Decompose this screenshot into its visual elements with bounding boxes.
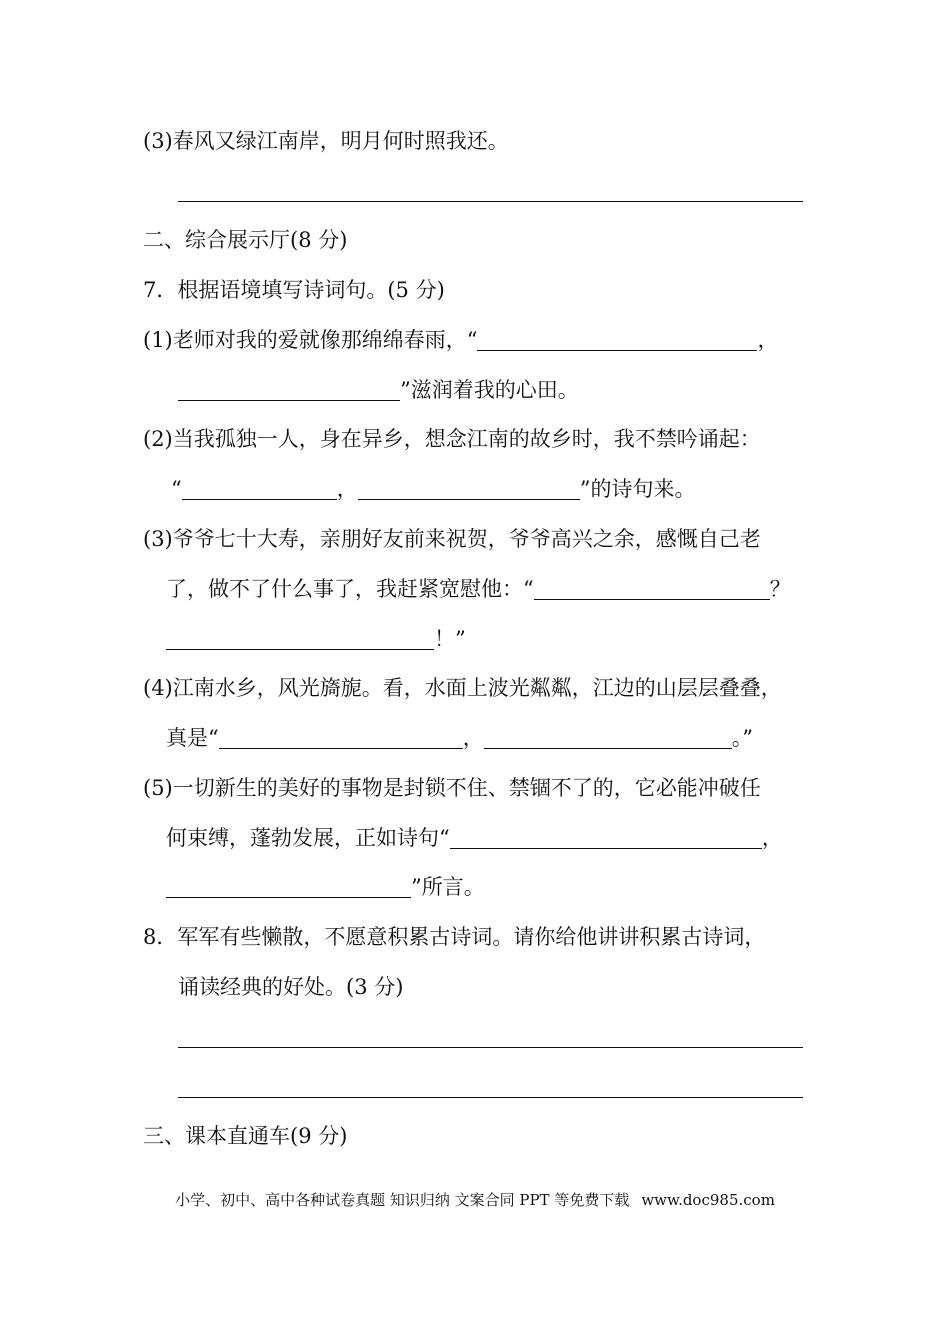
q7-item1-blank-1[interactable] (477, 326, 757, 351)
q7-item2-line1: (2)当我孤独一人，身在异乡，想念江南的故乡时，我不禁吟诵起： (143, 427, 761, 451)
q7-item5-blank-1[interactable] (450, 824, 762, 849)
q6-item3-text: (3)春风又绿江南岸，明月何时照我还。 (143, 129, 509, 153)
q7-item2-blank-2[interactable] (358, 475, 580, 500)
footer-url[interactable]: www.doc985.com (641, 1191, 775, 1209)
q7-item2-line2 (171, 469, 696, 509)
q7-item5-line1: (5)一切新生的美好的事物是封锁不住、禁锢不了的，它必能冲破任 (143, 776, 761, 800)
q7-item1-blank-2[interactable] (178, 376, 400, 401)
page-footer (0, 1188, 950, 1212)
q8-line1: 8．军军有些懒散，不愿意积累古诗词。请你给他讲讲积累古诗词， (143, 925, 766, 949)
q7-item2-open-quote: “ (171, 477, 182, 501)
q8-line2: 诵读经典的好处。(3 分) (178, 975, 404, 999)
q7-item1-prefix: (1)老师对我的爱就像那绵绵春雨，“ (143, 328, 478, 352)
q7-item1-line2 (178, 370, 579, 410)
q7-item5-line3 (166, 867, 485, 907)
q7-item2-blank-1[interactable] (182, 475, 337, 500)
q7-item3-question-mark: ？ (769, 577, 791, 601)
q7-item3-line2 (166, 569, 791, 609)
q6-item3-answer-line[interactable] (178, 201, 803, 202)
q7-item1-comma: ， (757, 328, 779, 352)
q7-item3-line3 (166, 619, 466, 659)
q8-answer-line-1[interactable] (178, 1047, 803, 1048)
q7-item2-comma: ， (336, 477, 358, 501)
q7-item4-comma: ， (462, 726, 484, 750)
q8-answer-line-2[interactable] (178, 1097, 803, 1098)
q7-item4-line2 (166, 718, 753, 758)
footer-text: 小学、初中、高中各种试卷真题 知识归纳 文案合同 PPT 等免费下载 (175, 1191, 630, 1209)
q7-item1-suffix: ”滋润着我的心田。 (400, 378, 579, 402)
q7-item1-line1 (143, 320, 778, 360)
q7-item4-suffix: 。” (731, 726, 753, 750)
q7-item3-line2-prefix: 了，做不了什么事了，我赶紧宽慰他：“ (166, 577, 534, 601)
q7-item4-line2-prefix: 真是“ (166, 726, 219, 750)
q7-item3-suffix: ！” (434, 627, 466, 651)
q7-item5-line2-prefix: 何束缚，蓬勃发展，正如诗句“ (166, 826, 450, 850)
q7-item4-blank-2[interactable] (484, 724, 732, 749)
q7-item5-line2 (166, 818, 783, 858)
q7-item4-blank-1[interactable] (219, 724, 463, 749)
section3-title: 三、课本直通车(9 分) (143, 1124, 348, 1148)
q7-title: 7．根据语境填写诗词句。(5 分) (143, 278, 445, 302)
q7-item4-line1: (4)江南水乡，风光旖旎。看，水面上波光粼粼，江边的山层层叠叠， (143, 676, 782, 700)
q7-item5-suffix: ”所言。 (411, 875, 485, 899)
section2-title: 二、综合展示厅(8 分) (143, 228, 348, 252)
q7-item5-blank-2[interactable] (166, 873, 411, 898)
q7-item5-comma: ， (761, 826, 783, 850)
q7-item3-blank-1[interactable] (534, 575, 770, 600)
q7-item3-line1: (3)爷爷七十大寿，亲朋好友前来祝贺，爷爷高兴之余，感慨自己老 (143, 527, 761, 551)
q7-item2-suffix: ”的诗句来。 (579, 477, 696, 501)
q7-item3-blank-2[interactable] (166, 625, 434, 650)
